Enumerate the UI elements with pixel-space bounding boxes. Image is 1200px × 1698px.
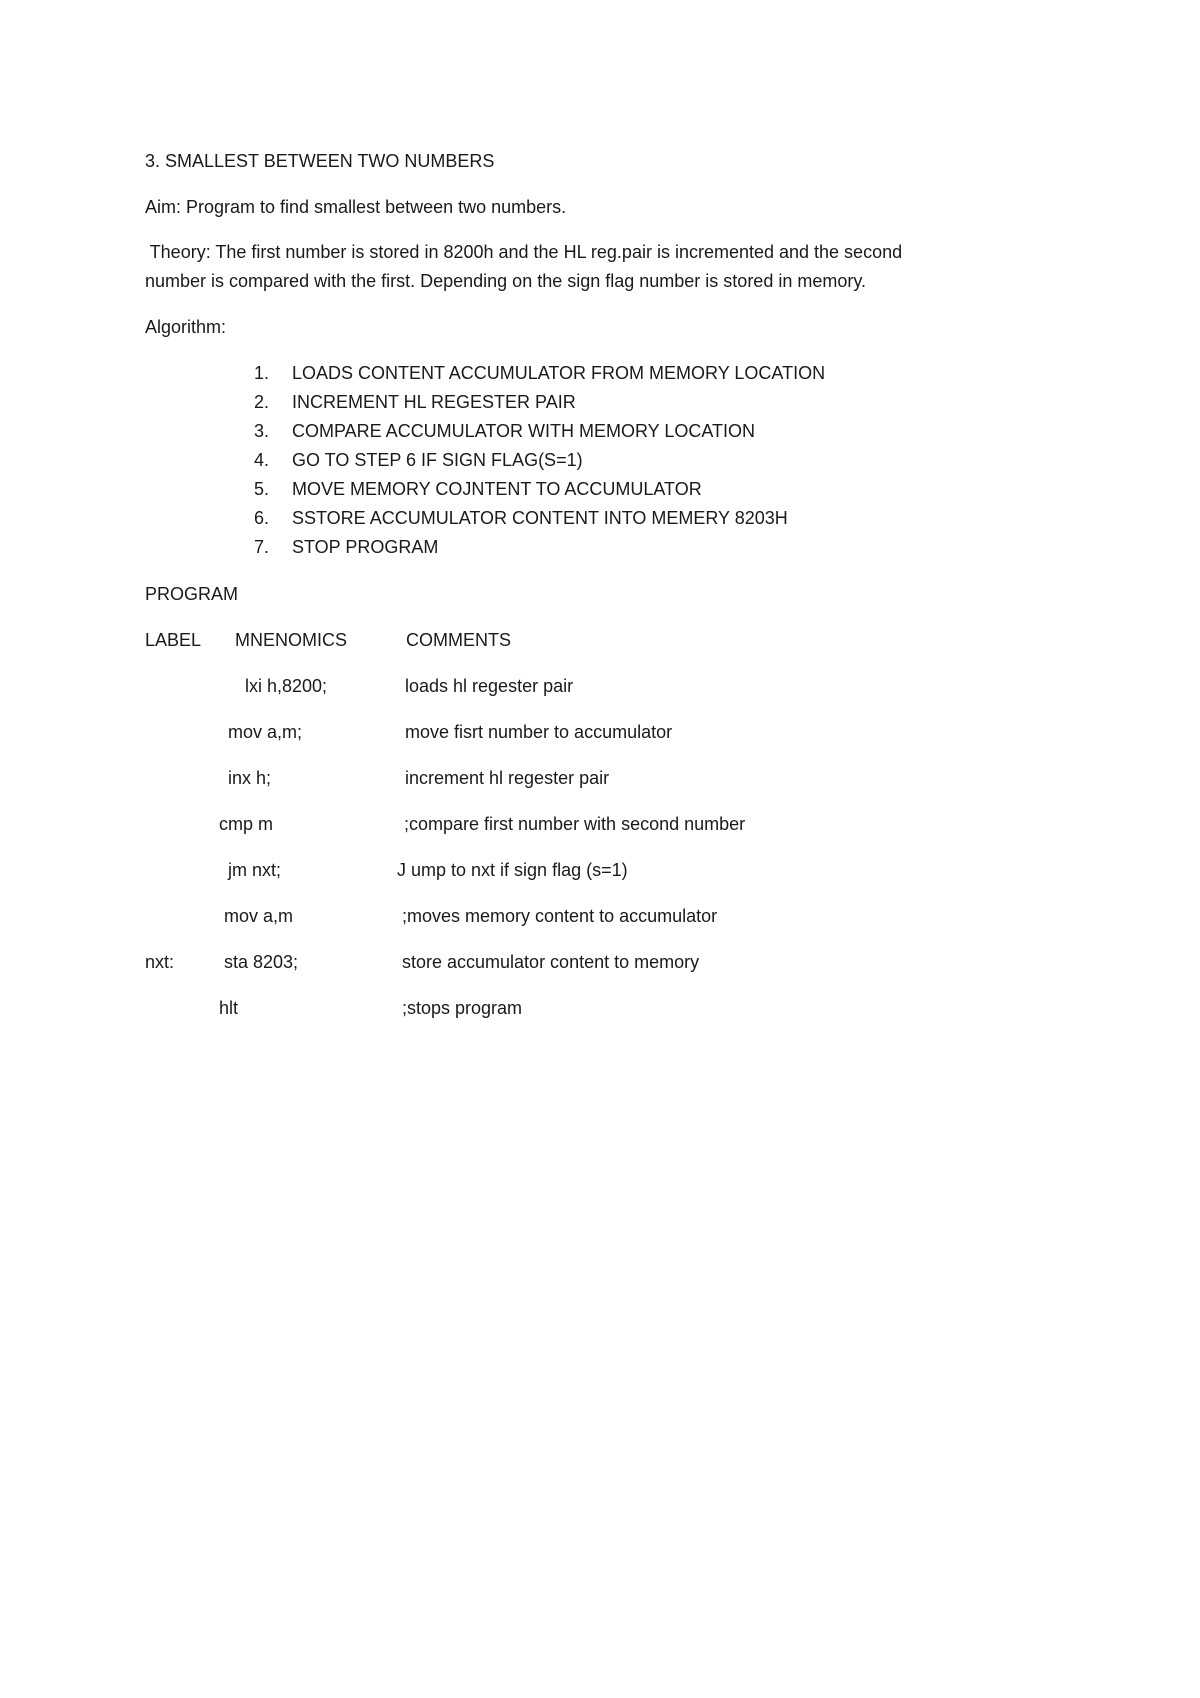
program-label: PROGRAM	[145, 584, 239, 604]
program-mnemonic: cmp m	[219, 814, 273, 834]
table-header-comments: COMMENTS	[406, 630, 511, 650]
algorithm-step-text: GO TO STEP 6 IF SIGN FLAG(S=1)	[292, 450, 583, 470]
algorithm-step-number: 4.	[254, 450, 270, 470]
program-mnemonic: inx h;	[228, 768, 272, 788]
algorithm-step-number: 6.	[254, 508, 270, 528]
table-header-mnemonics: MNENOMICS	[235, 630, 347, 650]
program-comment: store accumulator content to memory	[402, 952, 700, 972]
algorithm-step-text: INCREMENT HL REGESTER PAIR	[292, 392, 576, 412]
document-heading: 3. SMALLEST BETWEEN TWO NUMBERS	[145, 151, 495, 171]
aim-text: Aim: Program to find smallest between two numbers.	[145, 197, 567, 217]
algorithm-step-number: 5.	[254, 479, 270, 499]
algorithm-label: Algorithm:	[145, 317, 227, 337]
program-mnemonic: sta 8203;	[224, 952, 299, 972]
program-comment: ;stops program	[402, 998, 523, 1018]
program-comment: ;compare first number with second number	[404, 814, 746, 834]
program-comment: ;moves memory content to accumulator	[402, 906, 718, 926]
algorithm-step-text: MOVE MEMORY COJNTENT TO ACCUMULATOR	[292, 479, 702, 499]
program-comment: loads hl regester pair	[405, 676, 574, 696]
algorithm-step-number: 7.	[254, 537, 270, 557]
theory-text-line-2: number is compared with the first. Depending on the sign flag number is stored in memory.	[145, 271, 867, 291]
algorithm-step-text: STOP PROGRAM	[292, 537, 439, 557]
algorithm-step-number: 3.	[254, 421, 270, 441]
program-comment: move fisrt number to accumulator	[405, 722, 673, 742]
program-mnemonic: jm nxt;	[228, 860, 282, 880]
algorithm-step-text: COMPARE ACCUMULATOR WITH MEMORY LOCATION	[292, 421, 756, 441]
program-label-cell: nxt:	[145, 952, 175, 972]
program-mnemonic: lxi h,8200;	[245, 676, 328, 696]
algorithm-step-number: 1.	[254, 363, 270, 383]
program-mnemonic: mov a,m	[224, 906, 294, 926]
table-header-label: LABEL	[145, 630, 202, 650]
program-mnemonic: hlt	[219, 998, 239, 1018]
program-comment: increment hl regester pair	[405, 768, 610, 788]
algorithm-step-text: SSTORE ACCUMULATOR CONTENT INTO MEMERY 8203H	[292, 508, 788, 528]
program-comment: J ump to nxt if sign flag (s=1)	[397, 860, 628, 880]
algorithm-step-number: 2.	[254, 392, 270, 412]
theory-text-line-1: Theory: The first number is stored in 8200h and the HL reg.pair is incremented and the second	[145, 242, 903, 262]
program-mnemonic: mov a,m;	[228, 722, 303, 742]
algorithm-step-text: LOADS CONTENT ACCUMULATOR FROM MEMORY LOCATION	[292, 363, 826, 383]
